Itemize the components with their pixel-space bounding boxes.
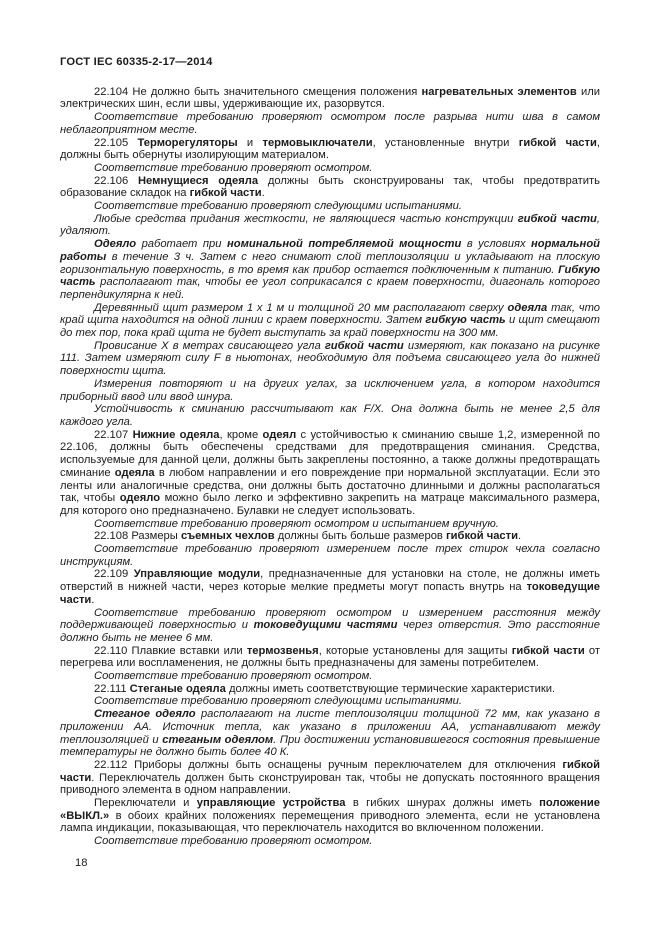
text-run: располагают на листе теплоизоляции толщиной 72 мм, как указано в приложении АА. Источник тепла, как указано в приложении АА, устанавливают между теплоизоляцией и <box>60 708 601 746</box>
text-run: нагревательных элементов <box>421 85 577 98</box>
text-run: гибкой части <box>517 212 597 225</box>
text-run: . <box>91 593 95 606</box>
text-run: должны иметь соответствующие термические характеристики. <box>225 682 556 695</box>
paragraph <box>60 200 600 213</box>
paragraph <box>60 518 600 531</box>
text-run: Соответствие требованию проверяют осмотром после разрыва нити шва в самом неблагоприятном месте. <box>60 111 600 136</box>
text-run: Переключатели и <box>94 797 197 810</box>
text-run: гибкой части <box>446 530 519 543</box>
paragraph <box>60 708 600 759</box>
document-body <box>60 86 600 848</box>
paragraph <box>60 530 600 543</box>
text-run: через отверстия. Это расстояние должно быть не менее 6 мм. <box>60 619 600 644</box>
text-run: управляющие устройства <box>196 797 346 810</box>
text-run: , которые установлены для защиты <box>318 644 512 657</box>
text-run: в любом направлении и его повреждение при нормальной эксплуатации. Если это ленты или аналогичные средства, они должны быть достаточно длинными и должны располагаться так, чтобы <box>60 466 600 505</box>
text-run: 22.111 <box>94 682 130 695</box>
text-run: или электрических шин, если швы, удерживающие их, разорвутся. <box>60 85 600 111</box>
text-run: , кроме <box>219 428 263 441</box>
text-run: от перегрева или воспламенения, не должны быть предназначены для замены потребителем. <box>60 644 600 670</box>
text-run: Соответствие требованию проверяют осмотром и испытанием вручную. <box>94 517 499 530</box>
text-run: 22.112 Приборы должны быть оснащены ручным переключателем для отключения <box>94 758 563 771</box>
text-run: термозвенья <box>246 644 319 657</box>
text-run: Измерения повторяют и на других углах, за исключением угла, в котором находится приборный ввод или ввод шнура. <box>60 377 600 403</box>
text-run: должны быть сконструированы так, чтобы предотвратить образование складок на <box>60 174 601 200</box>
text-run: термовыключатели <box>262 136 373 149</box>
page-number: 18 <box>75 856 88 869</box>
text-run: 22.108 Размеры <box>94 530 181 543</box>
text-run: , должны быть обернуты изолирующим материалом. <box>60 136 600 162</box>
paragraph <box>60 670 600 683</box>
text-run: Соответствие требованию проверяют следующими испытаниями. <box>94 695 463 708</box>
text-run: в гибких шнурах должны иметь <box>345 797 540 810</box>
text-run: с устойчивостью к сминанию свыше 1,2, измеренной по 22.106, должны быть обеспечены средствами для предотвращения сминания. Средства, используемые для данной цели, должны быть закреплены постоянно, а также должны предотвращать сминание <box>60 428 600 479</box>
text-run: можно было легко и эффективно закрепить на матраце максимального размера, для которого оно предназначено. Булавки не следует использовать. <box>60 492 601 517</box>
paragraph <box>60 111 600 136</box>
text-run: 22.105 <box>94 136 138 149</box>
text-run: номинальной потребляемой мощности <box>227 238 462 251</box>
text-run: гибкой части <box>189 187 262 200</box>
text-run: гибкую часть <box>425 314 506 327</box>
text-run: Соответствие требованию проверяют осмотром. <box>94 835 373 848</box>
text-run: одеяла <box>507 301 548 314</box>
text-run: и <box>237 136 263 149</box>
paragraph <box>60 238 600 302</box>
text-run: гибкой части <box>518 136 597 149</box>
text-run: Одеяло <box>94 238 137 251</box>
text-run: 22.109 <box>94 568 134 581</box>
text-run: 22.104 Не должно быть значительного смещения положения <box>94 85 422 98</box>
paragraph <box>60 302 600 340</box>
paragraph <box>60 162 600 175</box>
text-run: положение «ВЫКЛ.» <box>60 797 600 822</box>
text-run: Немнущиеся одеяла <box>137 174 259 187</box>
text-run: . Переключатель должен быть сконструирован так, чтобы не допускать постоянного вращения приводного элемента в одном направлении. <box>60 771 600 797</box>
text-run: в обоих крайних положениях перемещения приводного элемента, если не установлена лампа индикации, показывающая, что переключатель находится во включенном положении. <box>60 809 600 835</box>
text-run: гибкой части <box>60 758 600 784</box>
text-run: Гибкую часть <box>60 263 600 289</box>
text-run: работает при <box>136 238 227 251</box>
text-run: Стеганое одеяло <box>94 708 196 721</box>
document-header: ГОСТ IEC 60335-2-17—2014 <box>60 56 213 68</box>
text-run: располагают так, чтобы ее угол соприкасался с краем поверхности, диагональ которого перпендикулярна к ней. <box>60 276 600 301</box>
text-run: Соответствие требованию проверяют осмотром. <box>94 670 373 683</box>
text-run: измеряют, как показано на рисунке 111. Затем измеряют силу F в ньютонах, необходимую для подъема свисающего угла до нижней поверхности щита. <box>60 339 600 378</box>
text-run: одеял <box>262 428 297 441</box>
text-run: одеяла <box>114 466 155 479</box>
text-run: гибкой части <box>511 644 585 657</box>
paragraph <box>60 568 600 606</box>
text-run: 22.107 <box>94 428 133 441</box>
text-run: токоведущими частями <box>253 619 398 632</box>
text-run: 22.106 <box>94 174 138 187</box>
text-run: Терморегуляторы <box>137 136 238 149</box>
text-run: Соответствие требованию проверяют осмотром. <box>94 161 373 174</box>
text-run: и щит смещают до тех пор, пока край щита не будет выступать за край поверхности на 300 мм. <box>60 314 600 340</box>
text-run: в условиях <box>461 238 532 251</box>
paragraph <box>60 695 600 708</box>
text-run: Управляющие модули <box>133 568 261 581</box>
text-run: нормальной работы <box>60 238 600 263</box>
text-run: Соответствие требованию проверяют осмотром и измерением расстояния между поддерживающей поверхностью и <box>60 606 600 632</box>
text-run: Любые средства придания жесткости, не являющиеся частью конструкции <box>94 212 518 225</box>
paragraph <box>60 403 600 428</box>
paragraph <box>60 835 600 848</box>
paragraph <box>60 378 600 403</box>
text-run: , предназначенные для установки на столе, не должны иметь отверстий в нижней части, через которые мелкие предметы могут попасть внутрь на <box>60 568 600 594</box>
text-run: . <box>518 530 522 543</box>
text-run: Стеганые одеяла <box>129 682 226 695</box>
text-run: стеганым одеялом <box>162 733 274 746</box>
paragraph <box>60 137 600 162</box>
text-run: так, что край щита находится на одной линии с краем поверхности. Затем <box>60 301 600 327</box>
paragraph <box>60 175 600 200</box>
paragraph <box>60 797 600 835</box>
text-run: . <box>261 187 265 200</box>
text-run: 22.110 Плавкие вставки или <box>94 644 247 657</box>
paragraph <box>60 340 600 378</box>
paragraph <box>60 543 600 568</box>
text-run: Соответствие требованию проверяют следующими испытаниями. <box>94 200 463 213</box>
text-run: Устойчивость к сминанию рассчитывают как F/X. Она должна быть не менее 2,5 для каждого угла. <box>60 403 600 428</box>
text-run: . При достижении установившегося состояния превышение температуры не должно быть более 40 К. <box>60 733 600 759</box>
paragraph <box>60 429 600 518</box>
text-run: Соответствие требованию проверяют измерением после трех стирок чехла согласно инструкциям. <box>60 543 600 568</box>
text-run: , удаляют. <box>60 212 600 238</box>
paragraph <box>60 607 600 645</box>
text-run: в течение 3 ч. Затем с него снимают слой теплоизоляции и укладывают на плоскую горизонтальную поверхность, в то время как прибор остается подключенным к питанию. <box>60 250 600 276</box>
paragraph <box>60 86 600 111</box>
text-run: должны быть больше размеров <box>274 530 446 543</box>
text-run: Нижние одеяла <box>132 428 220 441</box>
paragraph <box>60 683 600 696</box>
text-run: , установленные внутри <box>372 136 519 149</box>
paragraph <box>60 213 600 238</box>
text-run: одеяло <box>119 492 161 505</box>
text-run: съемных чехлов <box>180 530 275 543</box>
text-run: токоведущие части <box>60 581 600 606</box>
text-run: гибкой части <box>324 339 404 352</box>
paragraph <box>60 645 600 670</box>
text-run: Деревянный щит размером 1 х 1 м и толщиной 20 мм располагают сверху <box>94 301 508 314</box>
paragraph <box>60 759 600 797</box>
text-run: Провисание X в метрах свисающего угла <box>94 339 325 352</box>
